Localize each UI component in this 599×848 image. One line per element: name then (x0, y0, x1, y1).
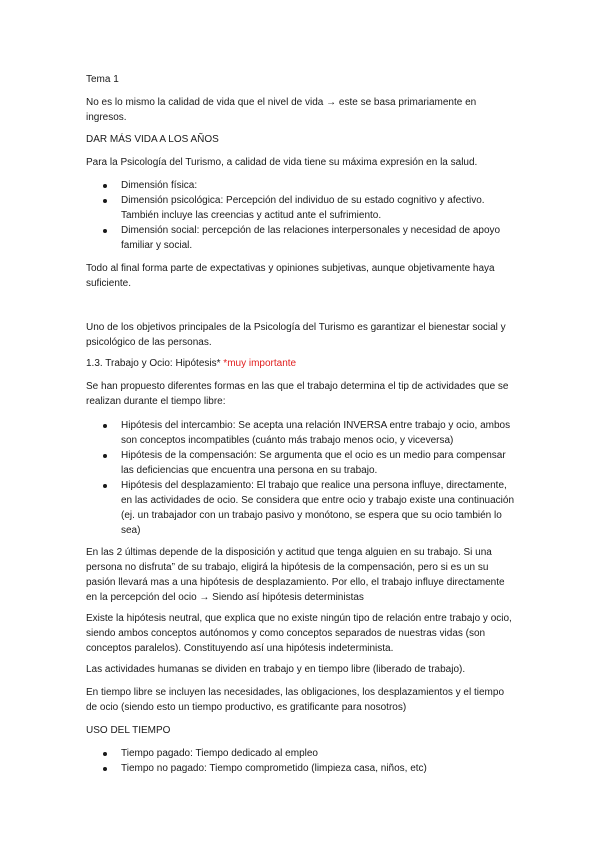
list-item (86, 223, 516, 253)
doc-title: Tema 1 (86, 74, 119, 85)
paragraph-actividades-humanas: Las actividades humanas se dividen en trabajo y en tiempo libre (liberado de trabajo). (86, 664, 466, 675)
paragraph-formas-trabajo: Se han propuesto diferentes formas en las que el trabajo determina el tip de actividades que se realizan durante el tiempo libre: (86, 381, 509, 407)
paragraph-ultimas-dos: En las 2 últimas depende de la disposición y actitud que tenga alguien en su trabajo. Si una persona no disfruta” de su trabajo, eligirá la hipótesis de la compensación, pero si es un su pasión llevará mas a una hipótesis de desplazamiento. Por ello, el trabajo influye directamente en la percepción del ocio → Siendo así hipótesis deterministas (86, 547, 505, 603)
list-item-text: Hipótesis del desplazamiento: El trabajo que realice una persona influye, directamente, en las actividades de ocio. Se considera que entre ocio y trabajo existe una continuación (ej. un trabajador con un trabajo pasivo y monótono, se espera que su ocio también lo sea) (121, 480, 515, 536)
list-item (86, 178, 516, 193)
time-use-list (86, 746, 516, 776)
section-title (86, 356, 296, 371)
list-item (86, 418, 516, 448)
paragraph-hipotesis-neutral: Existe la hipótesis neutral, que explica que no existe ningún tipo de relación entre trabajo y ocio, siendo ambos conceptos autónomos y como conceptos separados de nuestras vidas (son conceptos paralelos). Constituyendo así una hipótesis indeterminista. (86, 613, 512, 654)
paragraph-expectativas: Todo al final forma parte de expectativas y opiniones subjetivas, aunque objetivamente haya suficiente. (86, 263, 495, 289)
section-important-note: *muy importante (223, 358, 297, 369)
list-item (86, 761, 516, 776)
paragraph-objetivos: Uno de los objetivos principales de la Psicología del Turismo es garantizar el bienestar social y psicológico de las personas. (86, 322, 506, 348)
list-item-text: Dimensión física: (121, 180, 198, 191)
paragraph-psicologia-turismo: Para la Psicología del Turismo, a calidad de vida tiene su máxima expresión en la salud. (86, 157, 478, 168)
list-item (86, 746, 516, 761)
bullet-icon (103, 454, 107, 458)
dimensions-list (86, 178, 516, 253)
bullet-icon (103, 752, 107, 756)
list-item-text: Dimensión social: percepción de las relaciones interpersonales y necesidad de apoyo familiar y social. (121, 225, 501, 251)
list-item-text: Tiempo no pagado: Tiempo comprometido (limpieza casa, niños, etc) (121, 763, 427, 774)
section-title-text: 1.3. Trabajo y Ocio: Hipótesis* (86, 358, 221, 369)
bullet-icon (103, 184, 107, 188)
bullet-icon (103, 199, 107, 203)
paragraph-calidad-vida: No es lo mismo la calidad de vida que el nivel de vida → este se basa primariamente en ingresos. (86, 97, 477, 123)
bullet-icon (103, 484, 107, 488)
list-item-text: Tiempo pagado: Tiempo dedicado al empleo (121, 748, 318, 759)
list-item-text: Hipótesis de la compensación: Se argumenta que el ocio es un medio para compensar las deficiencias que encuentra una persona en su trabajo. (121, 450, 506, 476)
list-item (86, 448, 516, 478)
bullet-icon (103, 424, 107, 428)
bullet-icon (103, 229, 107, 233)
list-item (86, 478, 516, 538)
list-item-text: Hipótesis del intercambio: Se acepta una relación INVERSA entre trabajo y ocio, ambos son conceptos incompatibles (cuánto más trabajo menos ocio, y viceversa) (121, 420, 511, 446)
bullet-icon (103, 767, 107, 771)
paragraph-tiempo-libre: En tiempo libre se incluyen las necesidades, las obligaciones, los desplazamientos y el tiempo de ocio (siendo esto un tiempo productivo, es gratificante para nosotros) (86, 687, 505, 713)
hypotheses-list (86, 418, 516, 538)
heading-dar-mas-vida: DAR MÁS VIDA A LOS AÑOS (86, 134, 219, 145)
list-item-text: Dimensión psicológica: Percepción del individuo de su estado cognitivo y afectivo. También incluye las creencias y actitud ante el sufrimiento. (121, 195, 485, 221)
list-item (86, 193, 516, 223)
heading-uso-del-tiempo: USO DEL TIEMPO (86, 725, 171, 736)
